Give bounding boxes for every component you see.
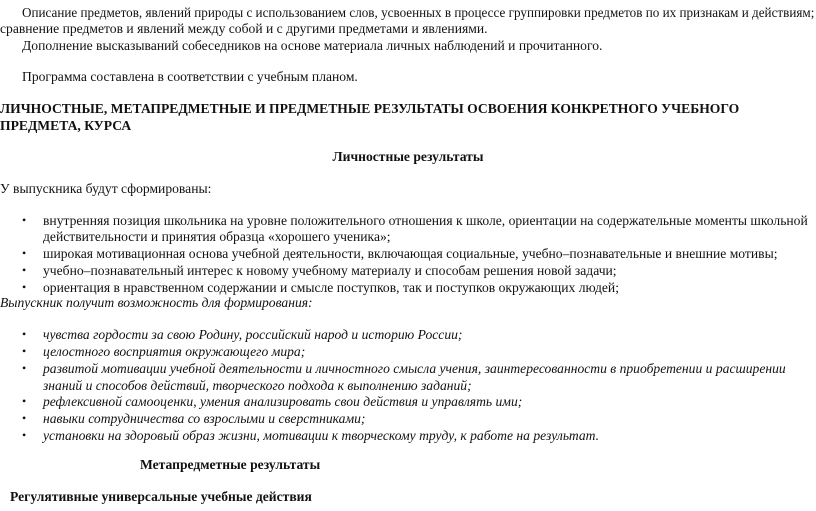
list-item: рефлексивной самооценки, умения анализировать свои действия и управлять ими; bbox=[43, 394, 523, 409]
regulatory-actions-subtitle: Регулятивные универсальные учебные действия bbox=[10, 489, 312, 504]
list-item-continuation: знаний и способов действий, творческого подхода к выполнению заданий; bbox=[43, 378, 472, 393]
bullet-icon: • bbox=[22, 280, 27, 294]
section-heading-line: ЛИЧНОСТНЫЕ, МЕТАПРЕДМЕТНЫЕ И ПРЕДМЕТНЫЕ РЕЗУЛЬТАТЫ ОСВОЕНИЯ КОНКРЕТНОГО УЧЕБНОГО bbox=[0, 101, 740, 116]
bullet-icon: • bbox=[22, 246, 27, 260]
intro-paragraph-line: сравнение предметов и явлений между собой и с другими предметами и явлениями. bbox=[0, 21, 488, 36]
bullet-icon: • bbox=[22, 263, 27, 277]
intro-paragraph-line: Дополнение высказываний собеседников на основе материала личных наблюдений и прочитанного. bbox=[22, 38, 603, 53]
list-item: целостного восприятия окружающего мира; bbox=[43, 344, 306, 359]
list-item: ориентация в нравственном содержании и смысле поступков, так и поступков окружающих людей; bbox=[43, 280, 619, 295]
personal-results-title: Личностные результаты bbox=[332, 149, 484, 164]
program-note: Программа составлена в соответствии с учебным планом. bbox=[22, 69, 358, 84]
opportunity-lead: Выпускник получит возможность для формирования: bbox=[0, 295, 313, 310]
list-item: навыки сотрудничества со взрослыми и сверстниками; bbox=[43, 411, 366, 426]
list-item-continuation: действительности и принятия образца «хорошего ученика»; bbox=[43, 229, 391, 244]
personal-results-lead: У выпускника будут сформированы: bbox=[0, 181, 212, 196]
bullet-icon: • bbox=[22, 327, 27, 341]
bullet-icon: • bbox=[22, 411, 27, 425]
bullet-icon: • bbox=[22, 344, 27, 358]
meta-results-title: Метапредметные результаты bbox=[140, 457, 321, 472]
list-item: чувства гордости за свою Родину, российский народ и историю России; bbox=[43, 327, 463, 342]
bullet-icon: • bbox=[22, 213, 27, 227]
section-heading-line: ПРЕДМЕТА, КУРСА bbox=[0, 118, 132, 133]
list-item: широкая мотивационная основа учебной деятельности, включающая социальные, учебно–познавательные и внешние мотивы; bbox=[43, 246, 778, 261]
bullet-icon: • bbox=[22, 361, 27, 375]
list-item: внутренняя позиция школьника на уровне положительного отношения к школе, ориентации на содержательные моменты школьной bbox=[43, 213, 808, 228]
list-item: развитой мотивации учебной деятельности и личностного смысла учения, заинтересованности в приобретении и расширении bbox=[43, 361, 786, 376]
list-item: установки на здоровый образ жизни, мотивации к творческому труду, к работе на результат. bbox=[43, 428, 599, 443]
list-item: учебно–познавательный интерес к новому учебному материалу и способам решения новой задачи; bbox=[43, 263, 617, 278]
bullet-icon: • bbox=[22, 394, 27, 408]
intro-paragraph-line: Описание предметов, явлений природы с использованием слов, усвоенных в процессе группировки предметов по их признакам и действиям; bbox=[22, 5, 815, 20]
bullet-icon: • bbox=[22, 428, 27, 442]
